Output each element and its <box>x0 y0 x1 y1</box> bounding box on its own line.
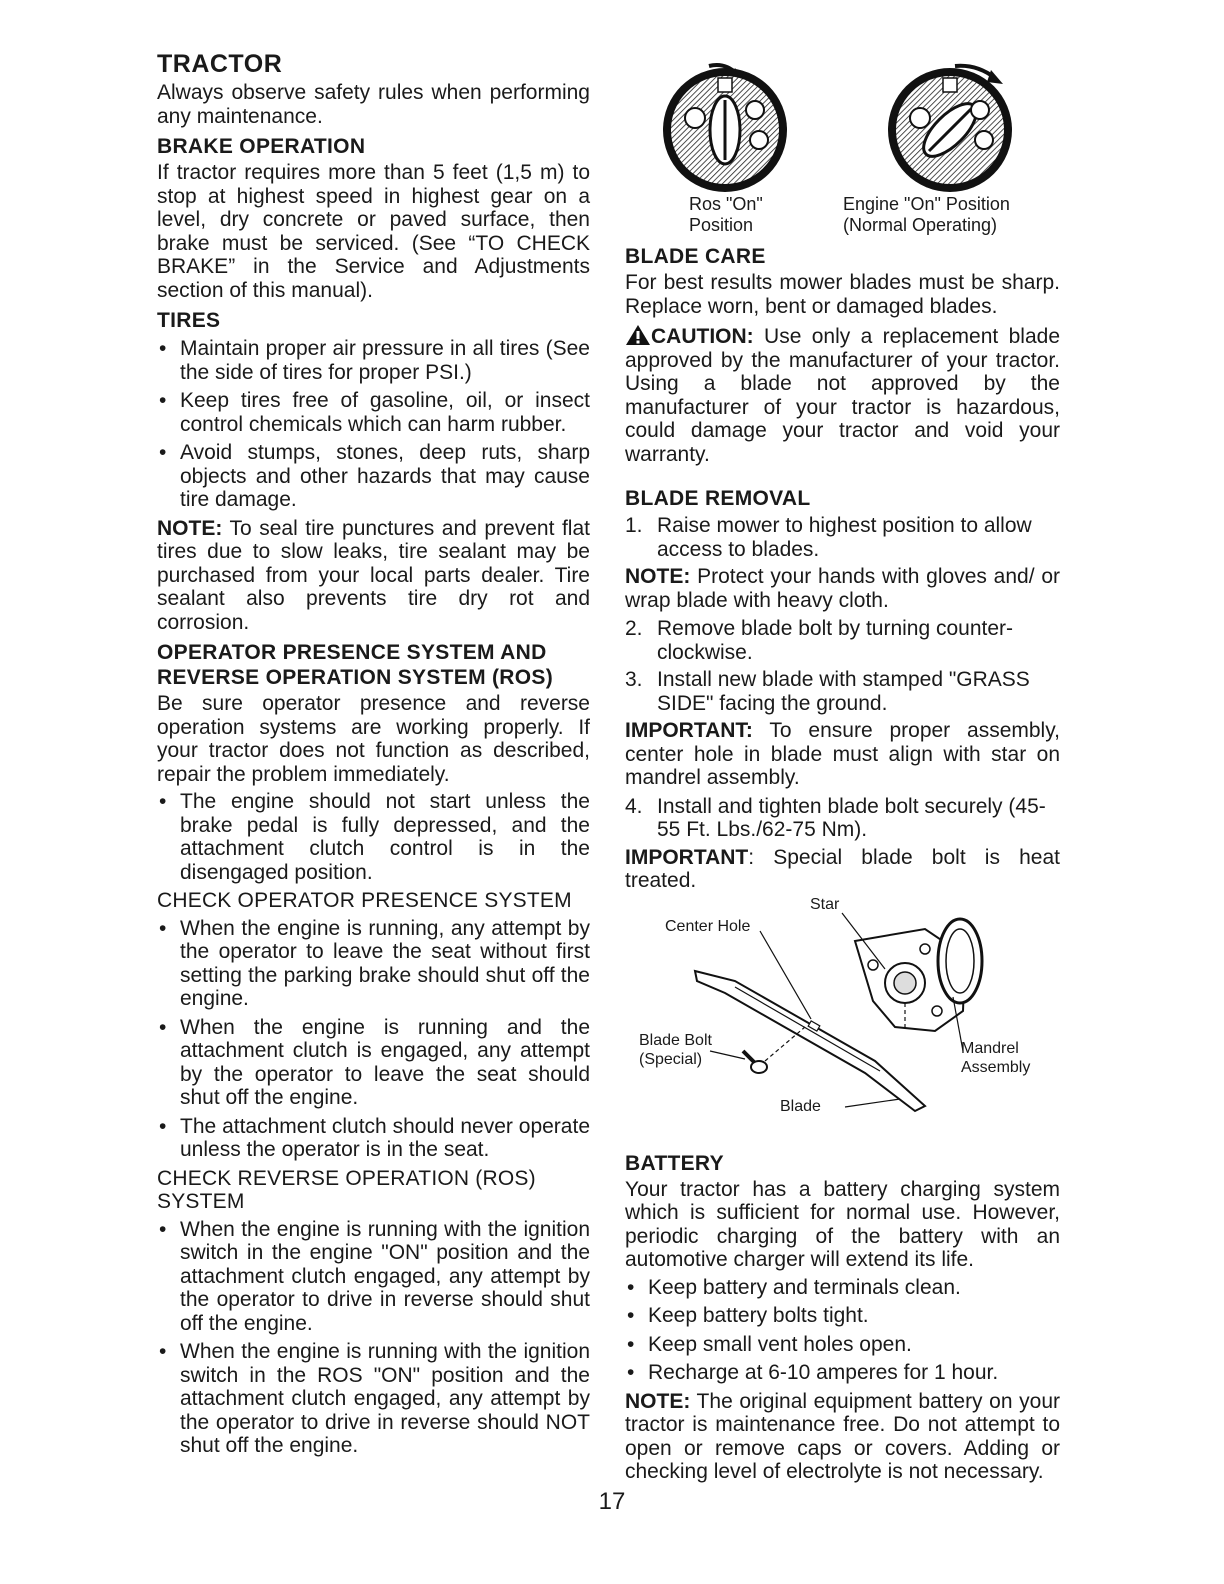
step-number: 2. <box>625 617 643 640</box>
label-blade-bolt <box>639 1031 712 1069</box>
important-1 <box>625 719 1060 790</box>
list-item <box>157 1218 590 1336</box>
label-star: Star <box>810 895 840 913</box>
step-2: Remove blade bolt by turning counter-clockwise. <box>657 617 1014 664</box>
list-item <box>157 337 590 384</box>
step-number: 1. <box>625 514 643 537</box>
tires-bullet-1: Maintain proper air pressure in all tires (See the side of tires for proper PSI.) <box>180 337 590 384</box>
tires-bullet-3: Avoid stumps, stones, deep ruts, sharp objects and other hazards that may cause tire damage. <box>180 441 590 511</box>
blade-care-text: For best results mower blades must be sharp. Replace worn, bent or damaged blades. <box>625 271 1060 318</box>
caution-paragraph <box>625 324 1060 466</box>
check-ops-heading: CHECK OPERATOR PRESENCE SYSTEM <box>157 889 572 912</box>
bullet-glyph: • <box>159 1340 167 1363</box>
list-item <box>157 441 590 512</box>
tires-note-label: NOTE: <box>157 516 223 540</box>
right-column <box>625 60 1060 1484</box>
important-2-text: : Special blade bolt is heat treated. <box>625 845 1060 892</box>
blade-removal-heading: BLADE REMOVAL <box>625 487 811 510</box>
bullet-glyph: • <box>159 916 167 940</box>
blade-removal-steps-b <box>625 617 1060 715</box>
ros-caption-line1: Ros "On" <box>689 194 763 214</box>
tractor-intro: Always observe safety rules when performing any maintenance. <box>157 81 590 128</box>
engine-caption-line2: (Normal Operating) <box>843 215 998 235</box>
list-item <box>157 790 590 884</box>
bullet-glyph: • <box>627 1332 635 1356</box>
battery-bullet-1: Keep battery and terminals clean. <box>648 1275 961 1299</box>
blade-note-text: Protect your hands with gloves and/ or wrap blade with heavy cloth. <box>625 565 1060 612</box>
list-item <box>157 1115 590 1162</box>
ops-list <box>157 790 590 884</box>
battery-note-text: The original equipment battery on your tractor is maintenance free. Do not attempt to open or remove caps or covers. Adding or checking level of electrolyte is not necessary. <box>625 1389 1060 1483</box>
list-item <box>157 1340 590 1458</box>
battery-bullet-2: Keep battery bolts tight. <box>648 1304 869 1327</box>
bullet-glyph: • <box>627 1304 635 1327</box>
ops-bullet-1: The engine should not start unless the brake pedal is fully depressed, and the attachment clutch control is in the disengaged position. <box>180 790 590 884</box>
mandrel-drawing <box>855 919 982 1031</box>
engine-caption-line1: Engine "On" Position <box>843 194 1010 214</box>
ops-heading: OPERATOR PRESENCE SYSTEM AND REVERSE OPERATION SYSTEM (ROS) <box>157 641 553 689</box>
label-blade-bolt-line2: (Special) <box>639 1050 703 1068</box>
label-blade-bolt-line1: Blade Bolt <box>639 1031 712 1049</box>
list-item <box>625 1276 1060 1300</box>
step-1: Raise mower to highest position to allow access to blades. <box>657 514 1032 561</box>
list-item <box>625 1304 1060 1328</box>
list-item <box>625 795 1060 842</box>
list-item <box>625 668 1060 715</box>
caution-label: CAUTION: <box>651 325 754 348</box>
bullet-glyph: • <box>159 441 167 464</box>
blade-care-heading: BLADE CARE <box>625 245 766 268</box>
battery-heading: BATTERY <box>625 1151 724 1175</box>
label-mandrel-line2: Assembly <box>961 1058 1031 1076</box>
tractor-heading: TRACTOR <box>157 50 283 78</box>
list-item <box>625 1333 1060 1357</box>
engine-caption <box>843 194 1010 236</box>
label-mandrel <box>961 1039 1030 1077</box>
list-item <box>157 1016 590 1110</box>
bullet-glyph: • <box>159 389 167 412</box>
label-center-hole: Center Hole <box>665 917 751 935</box>
ros-caption-line2: Position <box>689 215 754 235</box>
bullet-glyph: • <box>627 1275 635 1299</box>
battery-note-label: NOTE: <box>625 1389 691 1413</box>
tires-bullet-2: Keep tires free of gasoline, oil, or insect control chemicals which can harm rubber. <box>180 389 590 436</box>
important-1-label: IMPORTANT: <box>625 719 753 742</box>
bullet-glyph: • <box>627 1361 635 1384</box>
blade-note-label: NOTE: <box>625 565 691 588</box>
brake-heading: BRAKE OPERATION <box>157 135 366 158</box>
battery-note <box>625 1390 1060 1484</box>
check-ops-bullet-2: When the engine is running and the attachment clutch is engaged, any attempt by the operator to leave the seat should shut off the engine. <box>180 1015 590 1109</box>
label-blade: Blade <box>780 1097 821 1115</box>
ros-switch-icon <box>663 65 787 192</box>
bullet-glyph: • <box>159 790 167 813</box>
warning-icon <box>625 324 651 346</box>
step-3: Install new blade with stamped "GRASS SIDE" facing the ground. <box>657 668 1030 715</box>
blade-removal-steps-c <box>625 795 1060 842</box>
tires-heading: TIRES <box>157 309 221 332</box>
bullet-glyph: • <box>159 1114 167 1138</box>
step-number: 3. <box>625 668 643 691</box>
tires-note-text: To seal tire punctures and prevent flat tires due to slow leaks, tire sealant may be purchased from your local parts dealer. Tire sealant also prevents tire dry rot and corrosion. <box>157 516 590 634</box>
blade-note <box>625 565 1060 612</box>
check-ros-bullet-2: When the engine is running with the ignition switch in the ROS "ON" position and the attachment clutch engaged, any attempt by the operator to drive in reverse should NOT shut off the engine. <box>180 1340 590 1457</box>
engine-switch-icon <box>888 66 1012 192</box>
important-2-label: IMPORTANT <box>625 845 749 869</box>
list-item <box>157 917 590 1011</box>
list-item <box>625 1361 1060 1385</box>
step-4: Install and tighten blade bolt securely (45-55 Ft. Lbs./62-75 Nm). <box>657 794 1046 841</box>
check-ros-list <box>157 1218 590 1458</box>
page-number: 17 <box>598 1488 626 1515</box>
ops-text: Be sure operator presence and reverse operation systems are working properly. If your tractor does not function as described, repair the problem immediately. <box>157 692 590 786</box>
blade-removal-steps-a <box>625 514 1060 561</box>
list-item <box>625 617 1060 664</box>
ros-caption <box>689 194 763 236</box>
bullet-glyph: • <box>159 1015 167 1039</box>
bullet-glyph: • <box>159 337 167 360</box>
battery-text: Your tractor has a battery charging system which is sufficient for normal use. However, periodic charging of the battery with an automotive charger will extend its life. <box>625 1177 1060 1271</box>
check-ros-bullet-1: When the engine is running with the ignition switch in the engine "ON" position and the attachment clutch engaged, any attempt by the operator to drive in reverse should shut off the engine. <box>180 1217 590 1335</box>
battery-list <box>625 1276 1060 1385</box>
bullet-glyph: • <box>159 1217 167 1241</box>
check-ros-heading: CHECK REVERSE OPERATION (ROS) SYSTEM <box>157 1166 536 1213</box>
label-mandrel-line1: Mandrel <box>961 1039 1019 1057</box>
important-1-text: To ensure proper assembly, center hole in blade must align with star on mandrel assembly. <box>625 719 1060 789</box>
caution-text: Use only a replacement blade approved by the manufacturer of your tractor. Using a blade not approved by the manufacturer of your tractor is hazardous, could damage your tractor and void your warranty. <box>625 325 1060 466</box>
list-item <box>157 389 590 436</box>
blade-assembly-figure <box>625 895 1060 1163</box>
ignition-switch-figure <box>625 60 1060 238</box>
left-column <box>157 50 590 1463</box>
check-ops-list <box>157 917 590 1162</box>
tires-note <box>157 517 590 635</box>
battery-bullet-3: Keep small vent holes open. <box>648 1332 912 1356</box>
list-item <box>625 514 1060 561</box>
step-number: 4. <box>625 794 643 818</box>
check-ops-bullet-1: When the engine is running, any attempt by the operator to leave the seat without first setting the parking brake should shut off the engine. <box>180 916 590 1010</box>
ignition-switch-illustration <box>625 60 1060 194</box>
battery-bullet-4: Recharge at 6-10 amperes for 1 hour. <box>648 1361 999 1384</box>
blade-assembly-illustration <box>625 901 1060 1141</box>
check-ops-bullet-3: The attachment clutch should never operate unless the operator is in the seat. <box>180 1114 590 1161</box>
tires-list <box>157 337 590 512</box>
brake-text: If tractor requires more than 5 feet (1,5 m) to stop at highest speed in highest gear on a level, dry concrete or paved surface, then brake must be serviced. (See “TO CHECK BRAKE” in the Service and Adjustments section of this manual). <box>157 161 590 302</box>
important-2 <box>625 846 1060 893</box>
